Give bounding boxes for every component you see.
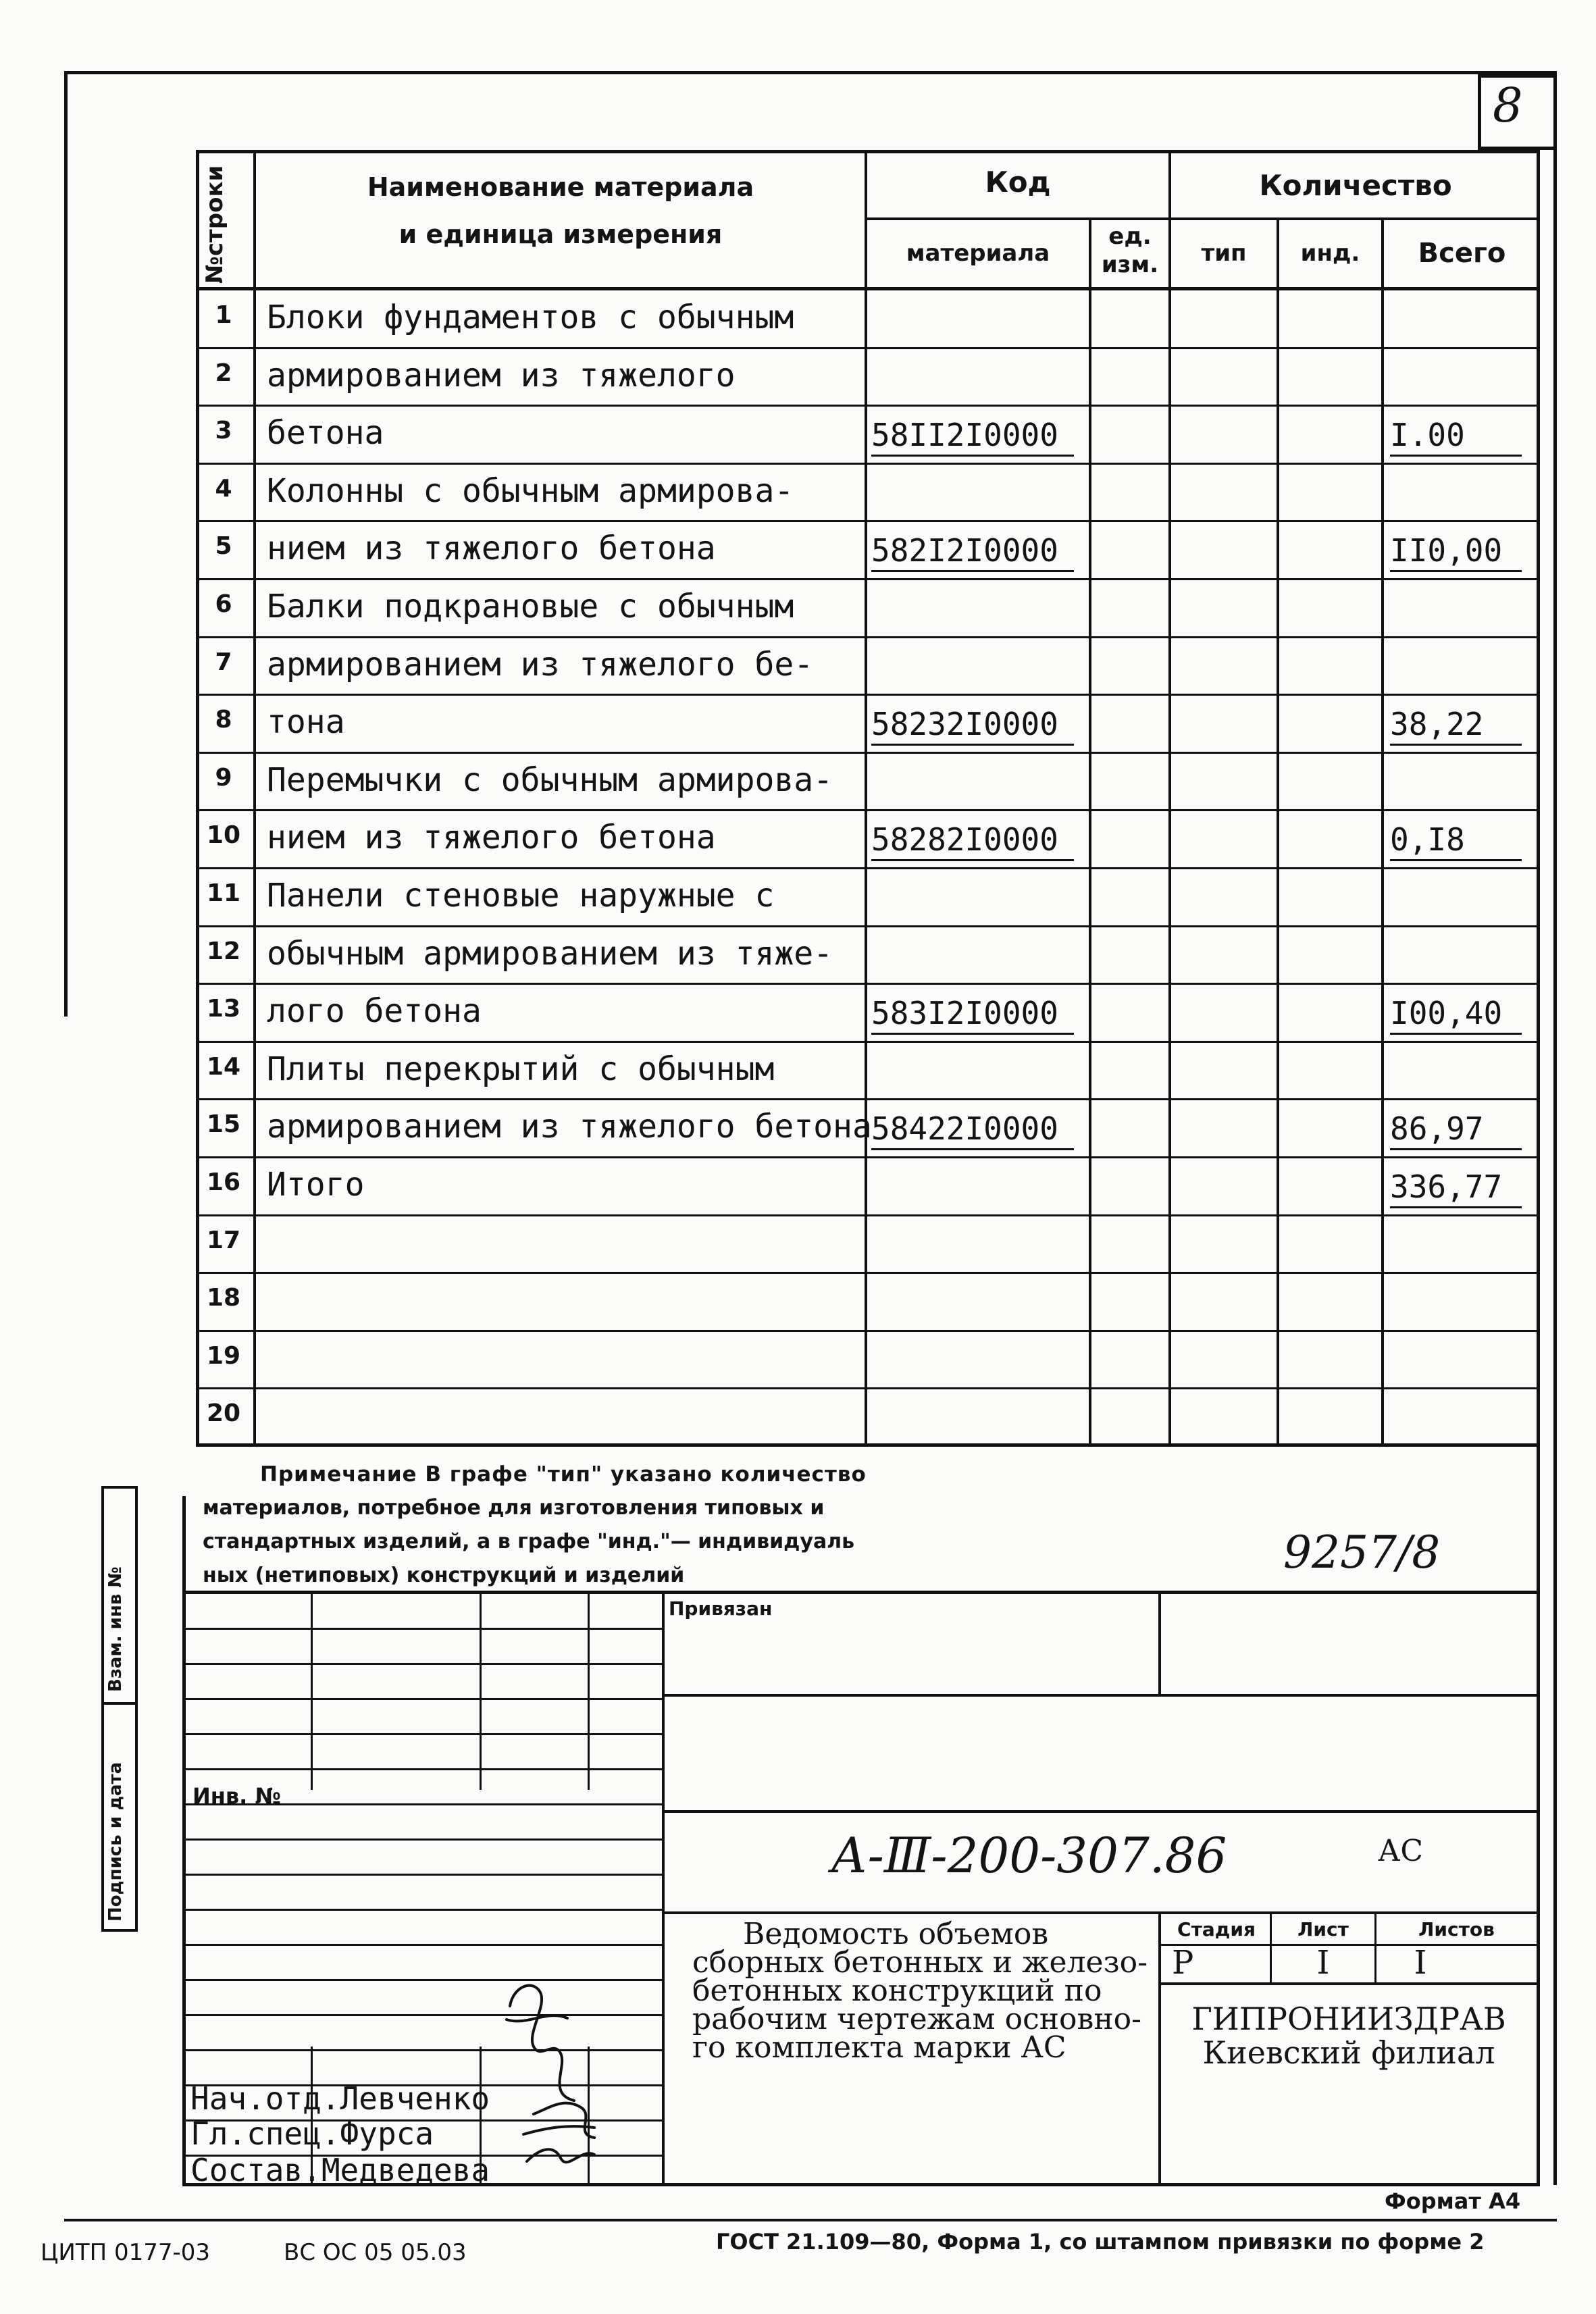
material-name: Перемычки с обычным армирова- bbox=[267, 761, 833, 799]
row-number: 16 bbox=[206, 1168, 241, 1196]
material-code: 58282I0000 bbox=[871, 821, 1058, 858]
sheets-header: Листов bbox=[1418, 1918, 1495, 1940]
privyazan-label: Привязан bbox=[669, 1597, 773, 1620]
name-header-line2: и единица измерения bbox=[398, 220, 723, 249]
row-number: 6 bbox=[215, 590, 232, 618]
row-divider bbox=[196, 405, 1540, 407]
side-strip-right bbox=[135, 1486, 138, 1932]
name-header-line1: Наименование материала bbox=[367, 172, 754, 202]
stamp-grid-col-line bbox=[588, 1591, 590, 1790]
row-number: 2 bbox=[215, 359, 232, 387]
row-divider bbox=[196, 1041, 1540, 1043]
stamp-grid-col-line bbox=[480, 1591, 482, 1790]
material-name: армированием из тяжелого бетона bbox=[267, 1108, 872, 1146]
stamp-grid-row-line bbox=[182, 1768, 662, 1770]
note-line-1: Примечание В графе "тип" указано количество bbox=[260, 1462, 867, 1487]
code-underline bbox=[871, 859, 1074, 861]
sheet-value: I bbox=[1316, 1944, 1330, 1982]
sheets-value: I bbox=[1414, 1944, 1427, 1982]
row-divider bbox=[196, 1387, 1540, 1389]
side-strip-mid bbox=[101, 1702, 138, 1705]
footer-left-code-2: ВС ОС 05 05.03 bbox=[284, 2239, 467, 2266]
stamp-grid-row-line bbox=[182, 1839, 662, 1841]
title-line-1: Ведомость объемов bbox=[743, 1917, 1049, 1951]
side-label-podpis: Подпись и дата bbox=[105, 1762, 126, 1922]
row-number: 14 bbox=[206, 1053, 241, 1081]
total-underline bbox=[1390, 1033, 1522, 1035]
material-name: обычным армированием из тяже- bbox=[267, 935, 833, 973]
material-code: 582I2I0000 bbox=[871, 532, 1058, 569]
quantity-total: I.00 bbox=[1390, 417, 1465, 453]
code-underline bbox=[871, 744, 1074, 746]
row-number: 10 bbox=[206, 821, 241, 849]
row-number: 8 bbox=[215, 706, 232, 734]
quantity-total: II0,00 bbox=[1390, 532, 1503, 569]
stamp-grid-row-line bbox=[182, 1874, 662, 1876]
row-divider bbox=[196, 520, 1540, 522]
code-underline bbox=[871, 1148, 1074, 1150]
qty-ind-header: инд. bbox=[1300, 240, 1360, 267]
row-divider bbox=[196, 694, 1540, 696]
note-line-2: материалов, потребное для изготовления типовых и bbox=[203, 1496, 825, 1520]
quantity-total: 336,77 bbox=[1390, 1168, 1503, 1205]
stage-value: Р bbox=[1172, 1944, 1194, 1982]
stamp-grid-row-line bbox=[182, 1733, 662, 1735]
row-divider bbox=[196, 1156, 1540, 1158]
title-line-3: бетонных конструкций по bbox=[692, 1974, 1102, 2008]
material-name: нием из тяжелого бетона bbox=[267, 819, 716, 856]
quantity-header: Количество bbox=[1259, 169, 1452, 202]
stamp-grid-row-line bbox=[182, 1663, 662, 1665]
code-header: Код bbox=[985, 165, 1051, 199]
stamp-top-line bbox=[182, 1591, 1540, 1594]
col-line-qty bbox=[1168, 150, 1171, 1447]
code-unit-header-1: ед. bbox=[1108, 223, 1152, 250]
material-name: Блоки фундаментов с обычным bbox=[267, 299, 794, 336]
row-number: 4 bbox=[215, 475, 232, 503]
stage-header: Стадия bbox=[1177, 1918, 1256, 1940]
code-material-header: материала bbox=[906, 240, 1050, 267]
material-name: бетона bbox=[267, 414, 384, 452]
title-line-4: рабочим чертежам основно- bbox=[692, 2002, 1142, 2036]
material-code: 58II2I0000 bbox=[871, 417, 1058, 453]
signer-head-of-dept: Нач.отд.Левченко bbox=[190, 2080, 490, 2117]
privyazan-right-line bbox=[1158, 1591, 1161, 1695]
row-divider bbox=[196, 636, 1540, 638]
row-divider bbox=[196, 983, 1540, 985]
stamp-grid-row-line bbox=[182, 1698, 662, 1700]
total-underline bbox=[1390, 1206, 1522, 1208]
material-name: Панели стеновые наружные с bbox=[267, 877, 775, 915]
row-number: 15 bbox=[206, 1110, 241, 1138]
row-divider bbox=[196, 1098, 1540, 1100]
col-line-type bbox=[1277, 220, 1279, 1447]
col-line-unit bbox=[1089, 220, 1091, 1447]
title-line-5: го комплекта марки АС bbox=[692, 2030, 1066, 2065]
col-line-ind bbox=[1381, 220, 1384, 1447]
note-line-3: стандартных изделий, а в графе "инд."— индивидуаль bbox=[203, 1530, 855, 1553]
signatures-image bbox=[486, 1932, 662, 2188]
row-number: 5 bbox=[215, 532, 232, 560]
material-code: 583I2I0000 bbox=[871, 995, 1058, 1031]
signer-compiler: Состав.Медведева bbox=[190, 2152, 490, 2188]
material-name: тона bbox=[267, 703, 345, 741]
inv-no-label: Инв. № bbox=[192, 1783, 281, 1809]
quantity-total: I00,40 bbox=[1390, 995, 1503, 1031]
mark-code: АС bbox=[1378, 1834, 1423, 1868]
row-number: 3 bbox=[215, 417, 232, 444]
quantity-total: 0,I8 bbox=[1390, 821, 1465, 858]
format-label: Формат А4 bbox=[1385, 2188, 1521, 2214]
material-name: Плиты перекрытий с обычным bbox=[267, 1050, 775, 1088]
total-underline bbox=[1390, 1148, 1522, 1150]
quantity-total: 86,97 bbox=[1390, 1110, 1484, 1147]
row-divider bbox=[196, 867, 1540, 869]
row-divider bbox=[196, 1214, 1540, 1216]
side-strip-left bbox=[101, 1486, 104, 1932]
doc-code: А-Ⅲ-200-307.86 bbox=[831, 1827, 1227, 1884]
stamp-grid-col-line bbox=[311, 1591, 313, 1790]
material-name: армированием из тяжелого bbox=[267, 357, 736, 394]
row-number: 19 bbox=[206, 1342, 241, 1370]
side-strip-bottom bbox=[101, 1929, 138, 1932]
material-name: нием из тяжелого бетона bbox=[267, 530, 716, 567]
header-mid-line-qty bbox=[1168, 217, 1540, 220]
side-label-vzam: Взам. инв № bbox=[105, 1566, 126, 1692]
row-divider bbox=[196, 1272, 1540, 1274]
material-name: Итого bbox=[267, 1166, 365, 1204]
row-divider bbox=[196, 578, 1540, 580]
qty-type-header: тип bbox=[1201, 240, 1247, 267]
qty-total-header: Всего bbox=[1418, 238, 1506, 269]
outer-frame-right bbox=[1553, 71, 1557, 2185]
sheet-number: 8 bbox=[1493, 78, 1523, 133]
code-underline bbox=[871, 570, 1074, 572]
row-number: 11 bbox=[206, 879, 241, 907]
row-number: 13 bbox=[206, 995, 241, 1023]
row-number-header: №строки bbox=[201, 165, 228, 284]
stamp-left-line bbox=[182, 1496, 186, 2185]
handwritten-code: 9257/8 bbox=[1283, 1526, 1441, 1578]
row-number: 12 bbox=[206, 937, 241, 965]
total-underline bbox=[1390, 455, 1522, 457]
code-unit-header-2: изм. bbox=[1101, 251, 1159, 278]
row-number: 1 bbox=[215, 301, 232, 329]
header-mid-line-code bbox=[865, 217, 1168, 220]
title-line-2: сборных бетонных и железо- bbox=[692, 1945, 1148, 1980]
total-underline bbox=[1390, 570, 1522, 572]
note-line-4: ных (нетиповых) конструкций и изделий bbox=[203, 1564, 685, 1587]
doc-code-top-line bbox=[662, 1810, 1540, 1813]
quantity-total: 38,22 bbox=[1390, 706, 1484, 742]
stamp-grid-row-line bbox=[182, 1628, 662, 1630]
row-number: 18 bbox=[206, 1284, 241, 1312]
privyazan-bottom-line bbox=[662, 1694, 1540, 1697]
side-strip-top bbox=[101, 1486, 138, 1489]
total-underline bbox=[1390, 744, 1522, 746]
stamp-right-line bbox=[1537, 1447, 1540, 2183]
code-underline bbox=[871, 455, 1074, 457]
org-line-2: Киевский филиал bbox=[1202, 2034, 1495, 2071]
outer-frame-left bbox=[64, 71, 68, 1017]
header-bottom-line bbox=[196, 287, 1540, 290]
code-underline bbox=[871, 1033, 1074, 1035]
row-divider bbox=[196, 809, 1540, 811]
material-name: Колонны с обычным армирова- bbox=[267, 472, 794, 510]
material-name: лого бетона bbox=[267, 992, 482, 1030]
stage-value-line bbox=[1158, 1982, 1540, 1985]
row-number: 9 bbox=[215, 764, 232, 792]
row-number: 7 bbox=[215, 648, 232, 676]
col-line-code bbox=[865, 150, 867, 1447]
org-line-1: ГИПРОНИИЗДРАВ bbox=[1191, 2001, 1506, 2037]
row-number: 20 bbox=[206, 1399, 241, 1427]
material-name: Балки подкрановые с обычным bbox=[267, 588, 794, 625]
stamp-main-divider bbox=[662, 1591, 665, 2185]
row-number: 17 bbox=[206, 1227, 241, 1254]
row-divider bbox=[196, 752, 1540, 754]
outer-frame-top bbox=[64, 71, 1557, 74]
row-divider bbox=[196, 347, 1540, 349]
row-divider bbox=[196, 925, 1540, 927]
footer-left-code-1: ЦИТП 0177-03 bbox=[41, 2239, 211, 2266]
row-divider bbox=[196, 1330, 1540, 1332]
total-underline bbox=[1390, 859, 1522, 861]
material-code: 58232I0000 bbox=[871, 706, 1058, 742]
signer-chief-specialist: Гл.спец.Фурса bbox=[190, 2115, 434, 2152]
stamp-grid-row-line bbox=[182, 1909, 662, 1911]
row-divider bbox=[196, 463, 1540, 465]
outer-frame-bottom bbox=[64, 2219, 1557, 2221]
sheet-header: Лист bbox=[1297, 1918, 1349, 1940]
col-line-name bbox=[253, 150, 256, 1447]
title-top-line bbox=[662, 1911, 1540, 1914]
material-code: 58422I0000 bbox=[871, 1110, 1058, 1147]
footer-gost: ГОСТ 21.109—80, Форма 1, со штампом привязки по форме 2 bbox=[716, 2229, 1485, 2255]
material-name: армированием из тяжелого бе- bbox=[267, 646, 814, 684]
